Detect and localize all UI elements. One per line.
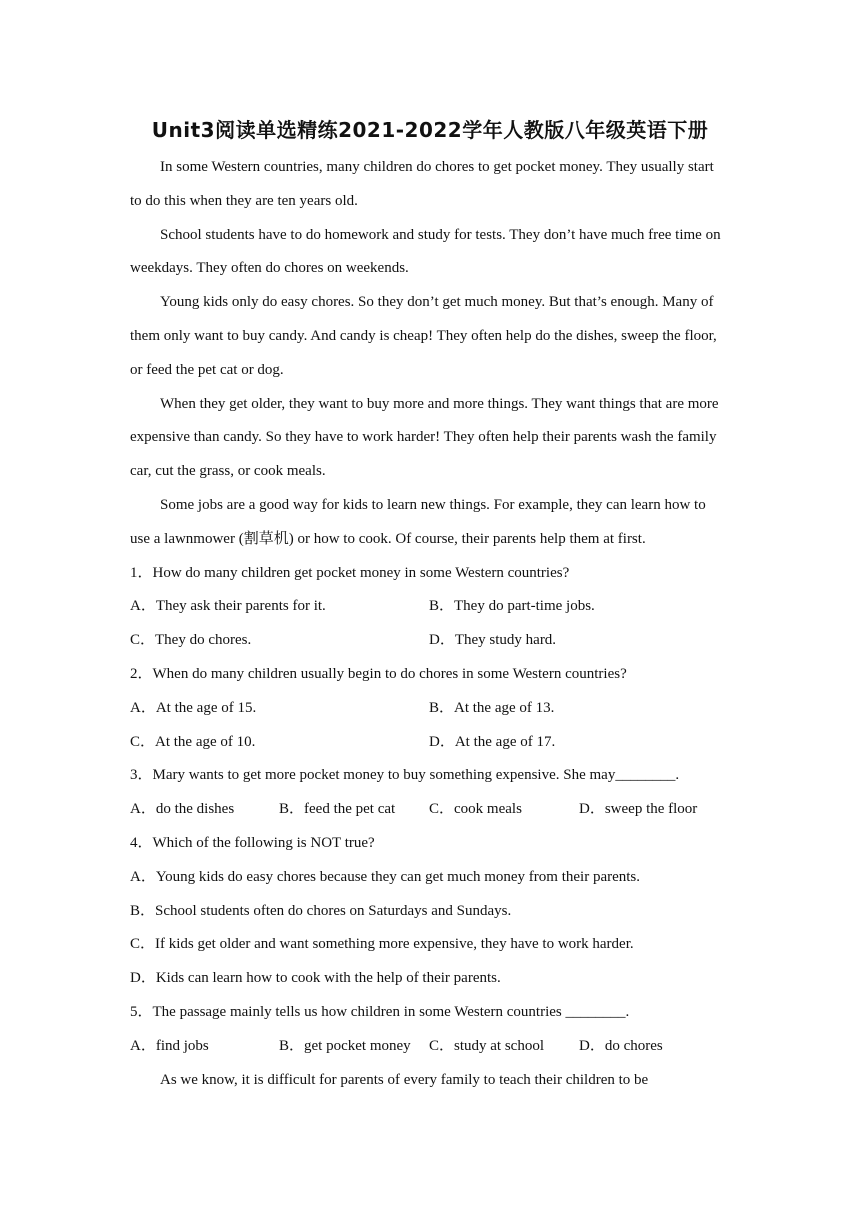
passage-line: use a lawnmower (割草机) or how to cook. Of course, their parents help them at first. (130, 531, 646, 547)
passage-line: or feed the pet cat or dog. (130, 362, 284, 378)
answer-option: A．find jobs (130, 1038, 209, 1054)
answer-option: C．study at school (429, 1038, 544, 1054)
answer-option: A．Young kids do easy chores because they can get much money from their parents. (130, 869, 641, 885)
passage-line: them only want to buy candy. And candy is cheap! They often help do the dishes, sweep the floor, (130, 328, 717, 344)
passage-line: Young kids only do easy chores. So they don’t get much money. But that’s enough. Many of (160, 294, 714, 310)
next-passage-line: As we know, it is difficult for parents of every family to teach their children to be (160, 1072, 649, 1088)
answer-option: D．At the age of 17. (429, 734, 556, 750)
passage-line: When they get older, they want to buy more and more things. They want things that are more (160, 396, 719, 412)
answer-option: A．They ask their parents for it. (130, 598, 326, 614)
passage-line: School students have to do homework and study for tests. They don’t have much free time on (160, 227, 721, 243)
answer-option: A．At the age of 15. (130, 700, 257, 716)
answer-option: C．If kids get older and want something more expensive, they have to work harder. (130, 936, 634, 952)
answer-option: C．At the age of 10. (130, 734, 256, 750)
question-stem: 4．Which of the following is NOT true? (130, 835, 375, 851)
passage-line: weekdays. They often do chores on weekends. (130, 260, 409, 276)
question-stem: 5．The passage mainly tells us how children in some Western countries ________. (130, 1004, 630, 1020)
answer-option: D．They study hard. (429, 632, 557, 648)
answer-option: B．get pocket money (279, 1038, 411, 1054)
answer-option: D．do chores (579, 1038, 663, 1054)
answer-option: C．They do chores. (130, 632, 252, 648)
document-title: Unit3阅读单选精练2021-2022学年人教版八年级英语下册 (151, 118, 709, 142)
passage-line: In some Western countries, many children do chores to get pocket money. They usually start (160, 159, 714, 175)
question-stem: 3．Mary wants to get more pocket money to buy something expensive. She may________. (130, 767, 680, 783)
answer-option: C．cook meals (429, 801, 522, 817)
question-stem: 1．How do many children get pocket money in some Western countries? (130, 565, 570, 581)
answer-option: D．sweep the floor (579, 801, 698, 817)
question-stem: 2．When do many children usually begin to do chores in some Western countries? (130, 666, 627, 682)
passage-line: Some jobs are a good way for kids to learn new things. For example, they can learn how to (160, 497, 706, 513)
answer-option: D．Kids can learn how to cook with the help of their parents. (130, 970, 501, 986)
passage-line: to do this when they are ten years old. (130, 193, 358, 209)
answer-option: B．At the age of 13. (429, 700, 555, 716)
passage-line: car, cut the grass, or cook meals. (130, 463, 326, 479)
answer-option: B．School students often do chores on Saturdays and Sundays. (130, 903, 512, 919)
answer-option: B．They do part-time jobs. (429, 598, 595, 614)
passage-line: expensive than candy. So they have to work harder! They often help their parents wash the family (130, 429, 717, 445)
answer-option: A．do the dishes (130, 801, 235, 817)
answer-option: B．feed the pet cat (279, 801, 396, 817)
